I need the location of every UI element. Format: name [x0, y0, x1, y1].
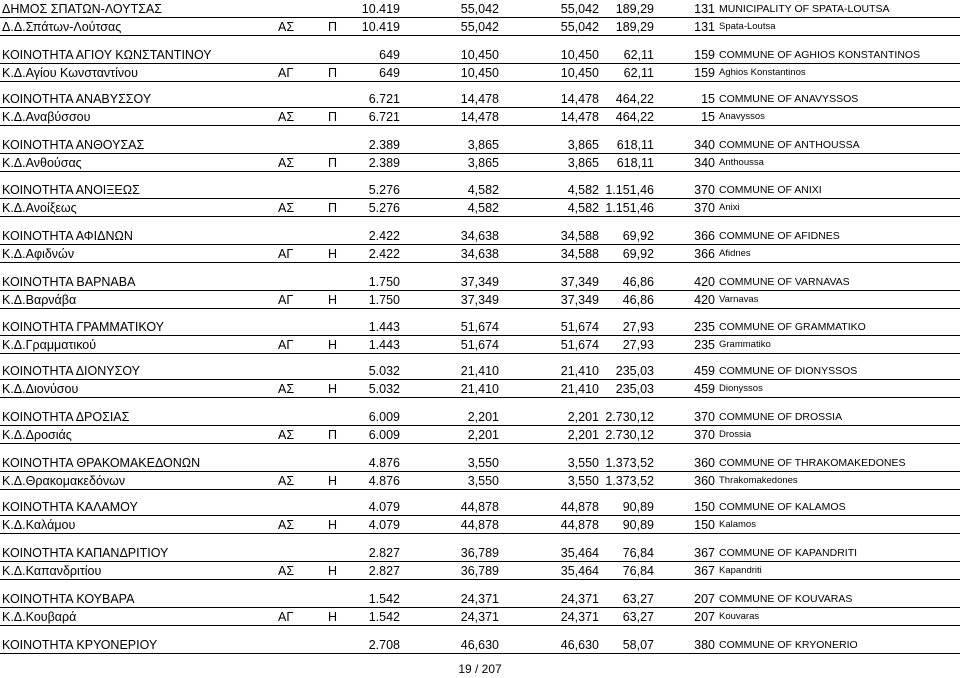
cell-pop: 6.009 — [368, 410, 400, 424]
cell-t2: Η — [328, 338, 338, 352]
cell-pop: 2.708 — [368, 638, 400, 652]
cell-t1: ΑΣ — [278, 382, 295, 396]
cell-den: 464,22 — [615, 110, 654, 124]
cell-den: 46,86 — [622, 293, 654, 307]
cell-t1: ΑΓ — [278, 338, 294, 352]
cell-pop: 6.721 — [368, 92, 400, 106]
cell-en: Spata-Loutsa — [719, 21, 776, 32]
cell-alt: 150 — [694, 500, 715, 514]
cell-a1: 4,582 — [467, 183, 499, 197]
cell-t2: Π — [328, 110, 338, 124]
cell-a1: 51,674 — [460, 320, 499, 334]
cell-a1: 34,638 — [460, 247, 499, 261]
cell-pop: 2.827 — [368, 546, 400, 560]
cell-t1: ΑΣ — [278, 474, 295, 488]
cell-alt: 159 — [694, 48, 715, 62]
cell-name: ΚΟΙΝΟΤΗΤΑ ΚΑΛΑΜΟΥ — [2, 500, 138, 514]
cell-en: COMMUNE OF ANAVYSSOS — [719, 93, 859, 105]
cell-t2: Η — [328, 474, 338, 488]
cell-a1: 3,865 — [467, 138, 499, 152]
cell-pop: 649 — [379, 66, 400, 80]
cell-en: Thrakomakedones — [719, 475, 798, 486]
row-divider — [0, 443, 960, 444]
cell-en: COMMUNE OF VARNAVAS — [719, 276, 850, 288]
cell-a1: 3,550 — [467, 456, 499, 470]
cell-name: ΚΟΙΝΟΤΗΤΑ ΑΝΑΒΥΣΣΟΥ — [2, 92, 152, 106]
cell-a2: 14,478 — [560, 92, 599, 106]
table-row — [0, 199, 960, 217]
cell-en: Anthoussa — [719, 157, 764, 168]
cell-name: Κ.Δ.Καλάμου — [2, 518, 76, 532]
cell-alt: 370 — [694, 183, 715, 197]
cell-a2: 44,878 — [560, 500, 599, 514]
cell-t2: Π — [328, 428, 338, 442]
cell-en: COMMUNE OF KALAMOS — [719, 501, 846, 513]
cell-name: Κ.Δ.Ανθούσας — [2, 156, 82, 170]
table-row-group-header — [0, 498, 960, 516]
cell-a1: 36,789 — [460, 564, 499, 578]
cell-a2: 46,630 — [560, 638, 599, 652]
cell-a1: 55,042 — [460, 2, 499, 16]
cell-den: 1.373,52 — [605, 456, 654, 470]
cell-den: 464,22 — [615, 92, 654, 106]
cell-t1: ΑΣ — [278, 156, 295, 170]
cell-pop: 1.750 — [368, 293, 400, 307]
cell-den: 27,93 — [622, 320, 654, 334]
cell-name: Κ.Δ.Κουβαρά — [2, 610, 77, 624]
cell-t1: ΑΓ — [278, 247, 294, 261]
cell-t2: Π — [328, 201, 338, 215]
cell-a1: 2,201 — [467, 428, 499, 442]
cell-en: COMMUNE OF DIONYSSOS — [719, 365, 858, 377]
cell-den: 2.730,12 — [605, 410, 654, 424]
cell-name: Κ.Δ.Θρακομακεδόνων — [2, 474, 126, 488]
cell-alt: 150 — [694, 518, 715, 532]
cell-a1: 2,201 — [467, 410, 499, 424]
cell-name: Κ.Δ.Γραμματικού — [2, 338, 97, 352]
cell-t2: Η — [328, 610, 338, 624]
cell-pop: 1.750 — [368, 275, 400, 289]
cell-a1: 3,865 — [467, 156, 499, 170]
cell-a1: 4,582 — [467, 201, 499, 215]
cell-a2: 51,674 — [560, 320, 599, 334]
cell-t1: ΑΣ — [278, 518, 295, 532]
cell-en: Kapandriti — [719, 565, 762, 576]
cell-a1: 44,878 — [460, 518, 499, 532]
cell-alt: 360 — [694, 456, 715, 470]
cell-alt: 159 — [694, 66, 715, 80]
table-row — [0, 472, 960, 490]
cell-den: 63,27 — [622, 610, 654, 624]
cell-a2: 34,588 — [560, 229, 599, 243]
cell-en: Kalamos — [719, 519, 756, 530]
cell-den: 235,03 — [615, 364, 654, 378]
cell-en: Anixi — [719, 202, 740, 213]
cell-a1: 21,410 — [460, 382, 499, 396]
cell-t2: Η — [328, 247, 338, 261]
cell-a1: 37,349 — [460, 293, 499, 307]
cell-pop: 5.032 — [368, 364, 400, 378]
table-row — [0, 380, 960, 398]
cell-den: 46,86 — [622, 275, 654, 289]
row-divider — [0, 81, 960, 82]
cell-a1: 14,478 — [460, 92, 499, 106]
cell-alt: 367 — [694, 546, 715, 560]
cell-t2: Η — [328, 564, 338, 578]
cell-alt: 131 — [694, 20, 715, 34]
cell-alt: 366 — [694, 229, 715, 243]
cell-a1: 51,674 — [460, 338, 499, 352]
cell-a1: 46,630 — [460, 638, 499, 652]
cell-a2: 37,349 — [560, 293, 599, 307]
cell-den: 69,92 — [622, 229, 654, 243]
table-row-group-header — [0, 181, 960, 199]
cell-pop: 4.079 — [368, 518, 400, 532]
cell-alt: 340 — [694, 156, 715, 170]
table-row — [0, 154, 960, 172]
cell-den: 90,89 — [622, 500, 654, 514]
cell-en: MUNICIPALITY OF SPATA-LOUTSA — [719, 3, 890, 15]
table-row-group-header — [0, 318, 960, 336]
cell-en: Varnavas — [719, 294, 759, 305]
table-row — [0, 562, 960, 580]
cell-name: ΚΟΙΝΟΤΗΤΑ ΑΦΙΔΝΩΝ — [2, 229, 133, 243]
row-divider — [0, 308, 960, 309]
cell-a2: 2,201 — [567, 410, 599, 424]
cell-den: 189,29 — [615, 20, 654, 34]
cell-a2: 24,371 — [560, 610, 599, 624]
cell-den: 1.151,46 — [605, 201, 654, 215]
cell-den: 63,27 — [622, 592, 654, 606]
cell-t1: ΑΓ — [278, 66, 294, 80]
cell-name: Κ.Δ.Διονύσου — [2, 382, 79, 396]
row-divider — [0, 533, 960, 534]
cell-alt: 207 — [694, 610, 715, 624]
cell-a2: 24,371 — [560, 592, 599, 606]
cell-pop: 4.079 — [368, 500, 400, 514]
cell-a2: 4,582 — [567, 183, 599, 197]
cell-den: 76,84 — [622, 546, 654, 560]
cell-alt: 380 — [694, 638, 715, 652]
cell-a1: 14,478 — [460, 110, 499, 124]
cell-alt: 340 — [694, 138, 715, 152]
cell-a2: 4,582 — [567, 201, 599, 215]
cell-den: 618,11 — [616, 138, 654, 152]
cell-en: COMMUNE OF ANTHOUSSA — [719, 139, 860, 151]
cell-pop: 2.422 — [368, 229, 400, 243]
table-row-group-header — [0, 454, 960, 472]
cell-name: Κ.Δ.Αναβύσσου — [2, 110, 91, 124]
cell-pop: 1.542 — [368, 592, 400, 606]
cell-t1: ΑΣ — [278, 564, 295, 578]
cell-pop: 5.032 — [368, 382, 400, 396]
table-row-group-header — [0, 227, 960, 245]
cell-name: ΚΟΙΝΟΤΗΤΑ ΚΟΥΒΑΡΑ — [2, 592, 135, 606]
cell-name: ΚΟΙΝΟΤΗΤΑ ΑΝΘΟΥΣΑΣ — [2, 138, 145, 152]
table-row — [0, 245, 960, 263]
cell-en: COMMUNE OF ANIXI — [719, 184, 822, 196]
cell-alt: 15 — [701, 110, 715, 124]
cell-alt: 459 — [694, 364, 715, 378]
cell-den: 62,11 — [623, 48, 654, 62]
cell-en: Dionyssos — [719, 383, 763, 394]
table-row-group-header — [0, 273, 960, 291]
cell-name: ΚΟΙΝΟΤΗΤΑ ΔΡΟΣΙΑΣ — [2, 410, 130, 424]
cell-a1: 44,878 — [460, 500, 499, 514]
cell-en: Grammatiko — [719, 339, 771, 350]
table-row-group-header — [0, 408, 960, 426]
cell-pop: 5.276 — [368, 183, 400, 197]
row-divider — [0, 125, 960, 126]
table-row-group-header — [0, 362, 960, 380]
cell-a2: 55,042 — [560, 2, 599, 16]
row-divider — [0, 216, 960, 217]
cell-en: COMMUNE OF GRAMMATIKO — [719, 321, 866, 333]
cell-den: 58,07 — [622, 638, 654, 652]
table-row-group-header — [0, 636, 960, 654]
row-divider — [0, 397, 960, 398]
cell-t1: ΑΣ — [278, 201, 295, 215]
cell-alt: 370 — [694, 428, 715, 442]
cell-alt: 360 — [694, 474, 715, 488]
cell-en: COMMUNE OF KRYONERIO — [719, 639, 858, 651]
cell-name: ΚΟΙΝΟΤΗΤΑ ΓΡΑΜΜΑΤΙΚΟΥ — [2, 320, 164, 334]
cell-a1: 55,042 — [460, 20, 499, 34]
cell-a1: 36,789 — [460, 546, 499, 560]
cell-name: ΔΗΜΟΣ ΣΠΑΤΩΝ-ΛΟΥΤΣΑΣ — [2, 2, 162, 16]
cell-en: COMMUNE OF DROSSIA — [719, 411, 843, 423]
cell-en: COMMUNE OF THRAKOMAKEDONES — [719, 457, 906, 469]
cell-a1: 3,550 — [467, 474, 499, 488]
cell-den: 1.151,46 — [605, 183, 654, 197]
cell-a2: 44,878 — [560, 518, 599, 532]
cell-pop: 1.443 — [368, 320, 400, 334]
cell-t1: ΑΣ — [278, 110, 295, 124]
cell-a1: 21,410 — [460, 364, 499, 378]
cell-a2: 10,450 — [560, 66, 599, 80]
cell-a2: 35,464 — [560, 564, 599, 578]
cell-t1: ΑΓ — [278, 610, 294, 624]
cell-alt: 235 — [694, 320, 715, 334]
cell-den: 235,03 — [615, 382, 654, 396]
cell-name: ΚΟΙΝΟΤΗΤΑ ΚΑΠΑΝΔΡΙΤΙΟΥ — [2, 546, 169, 560]
cell-name: ΚΟΙΝΟΤΗΤΑ ΘΡΑΚΟΜΑΚΕΔΟΝΩΝ — [2, 456, 201, 470]
table-row — [0, 608, 960, 626]
cell-pop: 6.721 — [368, 110, 400, 124]
cell-t2: Η — [328, 293, 338, 307]
cell-pop: 5.276 — [368, 201, 400, 215]
cell-alt: 420 — [694, 275, 715, 289]
cell-a2: 55,042 — [560, 20, 599, 34]
cell-den: 90,89 — [622, 518, 654, 532]
cell-alt: 459 — [694, 382, 715, 396]
cell-t1: ΑΣ — [278, 20, 295, 34]
cell-a2: 3,865 — [567, 138, 599, 152]
row-divider — [0, 489, 960, 490]
cell-a2: 35,464 — [560, 546, 599, 560]
cell-a2: 21,410 — [560, 382, 599, 396]
cell-en: COMMUNE OF KAPANDRITI — [719, 547, 858, 559]
row-divider — [0, 579, 960, 580]
table-row — [0, 291, 960, 309]
table-row-group-header — [0, 0, 960, 18]
cell-a2: 3,550 — [567, 474, 599, 488]
page-number: 19 / 207 — [458, 662, 502, 676]
cell-name: ΚΟΙΝΟΤΗΤΑ ΚΡΥΟΝΕΡΙΟΥ — [2, 638, 158, 652]
cell-name: Κ.Δ.Δροσιάς — [2, 428, 72, 442]
table-row — [0, 426, 960, 444]
table-row-group-header — [0, 90, 960, 108]
cell-alt: 420 — [694, 293, 715, 307]
cell-pop: 10.419 — [361, 2, 400, 16]
table-row-group-header — [0, 46, 960, 64]
table-row-group-header — [0, 544, 960, 562]
cell-alt: 367 — [694, 564, 715, 578]
cell-alt: 366 — [694, 247, 715, 261]
cell-a2: 14,478 — [560, 110, 599, 124]
cell-name: Κ.Δ.Καπανδριτίου — [2, 564, 102, 578]
cell-t1: ΑΓ — [278, 293, 294, 307]
cell-den: 618,11 — [616, 156, 654, 170]
cell-a1: 34,638 — [460, 229, 499, 243]
cell-en: COMMUNE OF AGHIOS KONSTANTINOS — [719, 49, 921, 61]
cell-t2: Π — [328, 156, 338, 170]
table-row — [0, 108, 960, 126]
cell-pop: 1.443 — [368, 338, 400, 352]
cell-a2: 2,201 — [567, 428, 599, 442]
row-divider — [0, 35, 960, 36]
row-divider — [0, 625, 960, 626]
cell-en: Drossia — [719, 429, 752, 440]
cell-name: Κ.Δ.Βαρνάβα — [2, 293, 77, 307]
table-row — [0, 336, 960, 354]
cell-name: ΚΟΙΝΟΤΗΤΑ ΑΓΙΟΥ ΚΩΝΣΤΑΝΤΙΝΟΥ — [2, 48, 212, 62]
cell-alt: 15 — [701, 92, 715, 106]
cell-alt: 370 — [694, 410, 715, 424]
cell-name: Δ.Δ.Σπάτων-Λούτσας — [2, 20, 122, 34]
table-row — [0, 18, 960, 36]
cell-pop: 2.422 — [368, 247, 400, 261]
cell-en: Kouvaras — [719, 611, 760, 622]
row-divider — [0, 653, 960, 654]
table-row-group-header — [0, 590, 960, 608]
cell-t2: Η — [328, 518, 338, 532]
cell-a2: 3,865 — [567, 156, 599, 170]
cell-pop: 4.876 — [368, 456, 400, 470]
cell-en: Afidnes — [719, 248, 751, 259]
cell-den: 62,11 — [623, 66, 654, 80]
cell-pop: 2.827 — [368, 564, 400, 578]
cell-a1: 37,349 — [460, 275, 499, 289]
cell-name: ΚΟΙΝΟΤΗΤΑ ΔΙΟΝΥΣΟΥ — [2, 364, 140, 378]
cell-alt: 131 — [694, 2, 715, 16]
cell-a1: 24,371 — [460, 610, 499, 624]
row-divider — [0, 353, 960, 354]
cell-a2: 10,450 — [560, 48, 599, 62]
cell-pop: 2.389 — [368, 156, 400, 170]
cell-alt: 207 — [694, 592, 715, 606]
cell-en: Aghios Konstantinos — [719, 67, 806, 78]
cell-name: Κ.Δ.Αγίου Κωνσταντίνου — [2, 66, 138, 80]
cell-a2: 51,674 — [560, 338, 599, 352]
cell-name: Κ.Δ.Ανοίξεως — [2, 201, 77, 215]
cell-den: 1.373,52 — [605, 474, 654, 488]
cell-pop: 649 — [379, 48, 400, 62]
cell-a2: 37,349 — [560, 275, 599, 289]
cell-en: COMMUNE OF AFIDNES — [719, 230, 840, 242]
cell-a2: 34,588 — [560, 247, 599, 261]
cell-den: 69,92 — [622, 247, 654, 261]
cell-den: 76,84 — [622, 564, 654, 578]
cell-a1: 10,450 — [460, 66, 499, 80]
cell-den: 27,93 — [622, 338, 654, 352]
cell-t2: Π — [328, 66, 338, 80]
cell-den: 2.730,12 — [605, 428, 654, 442]
cell-en: Anavyssos — [719, 111, 765, 122]
cell-a1: 10,450 — [460, 48, 499, 62]
cell-en: COMMUNE OF KOUVARAS — [719, 593, 853, 605]
cell-den: 189,29 — [615, 2, 654, 16]
cell-a2: 21,410 — [560, 364, 599, 378]
cell-pop: 4.876 — [368, 474, 400, 488]
row-divider — [0, 262, 960, 263]
row-divider — [0, 171, 960, 172]
cell-alt: 370 — [694, 201, 715, 215]
cell-t2: Η — [328, 382, 338, 396]
cell-pop: 2.389 — [368, 138, 400, 152]
cell-alt: 235 — [694, 338, 715, 352]
cell-name: Κ.Δ.Αφιδνών — [2, 247, 75, 261]
table-row — [0, 64, 960, 82]
cell-a2: 3,550 — [567, 456, 599, 470]
cell-pop: 10.419 — [361, 20, 400, 34]
cell-a1: 24,371 — [460, 592, 499, 606]
cell-pop: 6.009 — [368, 428, 400, 442]
cell-t1: ΑΣ — [278, 428, 295, 442]
cell-pop: 1.542 — [368, 610, 400, 624]
cell-name: ΚΟΙΝΟΤΗΤΑ ΒΑΡΝΑΒΑ — [2, 275, 136, 289]
table-row — [0, 516, 960, 534]
cell-name: ΚΟΙΝΟΤΗΤΑ ΑΝΟΙΞΕΩΣ — [2, 183, 140, 197]
table-row-group-header — [0, 136, 960, 154]
cell-t2: Π — [328, 20, 338, 34]
